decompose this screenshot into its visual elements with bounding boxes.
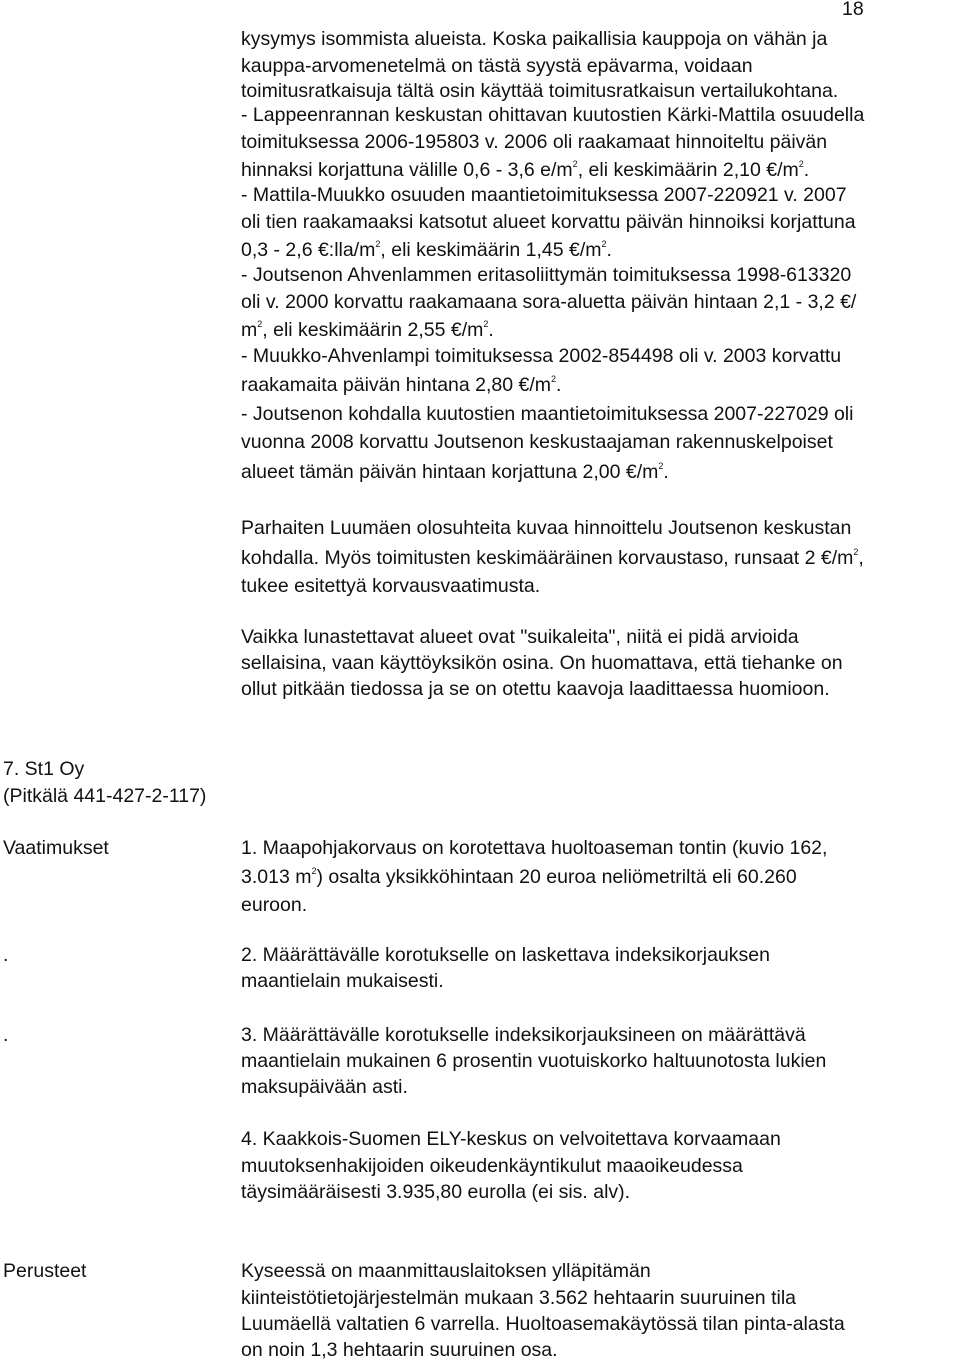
- superscript: 2: [257, 319, 263, 329]
- text-run: , eli keskimäärin 2,55 €/m: [262, 319, 484, 341]
- paragraph-line: [241, 264, 851, 286]
- requirement-line: [241, 1155, 743, 1177]
- superscript: 2: [798, 159, 804, 169]
- text-run: raakamaita päivän hintana 2,80 €/m: [241, 374, 552, 396]
- section-subheading: [3, 785, 206, 807]
- requirement-line: [241, 970, 444, 992]
- text-run: vuonna 2008 korvattu Joutsenon keskustaajaman rakennuskelpoiset: [241, 431, 833, 453]
- text-run: toimituksessa 2006-195803 v. 2006 oli raakamaat hinnoiteltu päivän: [241, 131, 828, 153]
- text-run: oli v. 2000 korvattu raakamaana sora-aluetta päivän hintaan 2,1 - 3,2 €/: [241, 291, 857, 313]
- text-run: 7. St1 Oy: [3, 758, 85, 780]
- text-run: kysymys isommista alueista. Koska paikallisia kauppoja on vähän ja: [241, 28, 828, 50]
- text-run: alueet tämän päivän hintaan korjattuna 2,00 €/m: [241, 461, 659, 483]
- text-run: maantielain mukainen 6 prosentin vuotuiskorko haltuunotosta lukien: [241, 1050, 827, 1072]
- requirement-line: [241, 837, 827, 859]
- text-run: tukee esitettyä korvausvaatimusta.: [241, 575, 541, 597]
- text-run: - Muukko-Ahvenlampi toimituksessa 2002-854498 oli v. 2003 korvattu: [241, 345, 842, 367]
- text-run: .: [606, 239, 612, 261]
- text-run: - Lappeenrannan keskustan ohittavan kuutostien Kärki-Mattila osuudella: [241, 104, 865, 126]
- section-heading: [3, 758, 84, 780]
- list-marker: [3, 944, 8, 966]
- text-run: Vaatimukset: [3, 837, 109, 859]
- paragraph-line: [241, 319, 494, 341]
- grounds-line: [241, 1339, 558, 1361]
- text-run: maksupäivään asti.: [241, 1076, 408, 1098]
- paragraph-line: [241, 184, 847, 206]
- requirement-line: [241, 944, 770, 966]
- paragraph-line: [241, 80, 838, 102]
- text-run: 4. Kaakkois-Suomen ELY-keskus on velvoitettava korvaamaan: [241, 1128, 781, 1150]
- text-run: .: [663, 461, 669, 483]
- requirement-line: [241, 894, 307, 916]
- text-run: (Pitkälä 441-427-2-117): [3, 785, 207, 807]
- text-run: - Joutsenon kohdalla kuutostien maantietoimituksessa 2007-227029 oli: [241, 403, 854, 425]
- text-run: Vaikka lunastettavat alueet ovat "suikaleita", niitä ei pidä arvioida: [241, 626, 799, 648]
- text-run: Parhaiten Luumäen olosuhteita kuvaa hinnoittelu Joutsenon keskustan: [241, 517, 852, 539]
- text-run: euroon.: [241, 894, 308, 916]
- text-run: .: [803, 159, 810, 181]
- text-run: m: [241, 319, 258, 341]
- grounds-line: [241, 1260, 651, 1282]
- text-run: on noin 1,3 hehtaarin suuruinen osa.: [241, 1339, 558, 1361]
- requirement-line: [241, 1050, 826, 1072]
- paragraph-line: [241, 517, 851, 539]
- requirement-line: [241, 1128, 781, 1150]
- superscript: 2: [311, 866, 317, 876]
- text-run: hinnaksi korjattuna välille 0,6 - 3,6 e/m: [241, 159, 573, 181]
- paragraph-line: [241, 345, 841, 367]
- text-run: Perusteet: [3, 1260, 87, 1282]
- text-run: Kyseessä on maanmittauslaitoksen ylläpitämän: [241, 1260, 651, 1282]
- grounds-line: [241, 1313, 845, 1335]
- paragraph-line: [241, 575, 540, 597]
- text-run: , eli keskimäärin 1,45 €/m: [380, 239, 602, 261]
- paragraph-line: [241, 374, 561, 396]
- text-run: kauppa-arvomenetelmä on tästä syystä epävarma, voidaan: [241, 55, 753, 77]
- paragraph-line: [241, 626, 799, 648]
- superscript: 2: [572, 159, 578, 169]
- text-run: - Joutsenon Ahvenlammen eritasoliittymän toimituksessa 1998-613320: [241, 264, 852, 286]
- superscript: 2: [551, 374, 557, 384]
- paragraph-line: [241, 104, 864, 126]
- paragraph-line: [241, 652, 843, 674]
- requirement-line: [241, 866, 797, 888]
- text-run: sellaisina, vaan käyttöyksikön osina. On huomattava, että tiehanke on: [241, 652, 843, 674]
- text-run: toimitusratkaisuja tältä osin käyttää toimitusratkaisun vertailukohtana.: [241, 80, 839, 102]
- text-run: muutoksenhakijoiden oikeudenkäyntikulut maaoikeudessa: [241, 1155, 743, 1177]
- text-run: .: [556, 374, 562, 396]
- text-run: 1. Maapohjakorvaus on korotettava huoltoaseman tontin (kuvio 162,: [241, 837, 828, 859]
- text-run: kohdalla. Myös toimitusten keskimääräinen korvaustaso, runsaat 2 €/m: [241, 547, 854, 569]
- paragraph-line: [241, 55, 753, 77]
- text-run: 2. Määrättävälle korotukselle on laskettava indeksikorjauksen: [241, 944, 770, 966]
- text-run: 0,3 - 2,6 €:lla/m: [241, 239, 376, 261]
- page-number: 18: [842, 0, 864, 20]
- text-run: ollut pitkään tiedossa ja se on otettu kaavoja laadittaessa huomioon.: [241, 678, 830, 700]
- text-run: 3.013 m: [241, 866, 312, 888]
- requirement-line: [241, 1181, 630, 1203]
- text-run: .: [488, 319, 494, 341]
- text-run: .: [3, 1024, 9, 1046]
- superscript: 2: [658, 461, 664, 471]
- text-run: kiinteistötietojärjestelmän mukaan 3.562 hehtaarin suuruinen tila: [241, 1287, 796, 1309]
- label-vaatimukset: [3, 837, 109, 859]
- superscript: 2: [483, 319, 489, 329]
- paragraph-line: [241, 547, 864, 569]
- text-run: täysimääräisesti 3.935,80 eurolla (ei sis. alv).: [241, 1181, 631, 1203]
- grounds-line: [241, 1287, 796, 1309]
- text-run: oli tien raakamaaksi katsotut alueet korvattu päivän hinnoiksi korjattuna: [241, 211, 856, 233]
- text-run: maantielain mukaisesti.: [241, 970, 444, 992]
- text-run: Luumäellä valtatien 6 varrella. Huoltoasemakäytössä tilan pinta-alasta: [241, 1313, 845, 1335]
- paragraph-line: [241, 461, 669, 483]
- requirement-line: [241, 1076, 408, 1098]
- text-run: 3. Määrättävälle korotukselle indeksikorjauksineen on määrättävä: [241, 1024, 806, 1046]
- paragraph-line: [241, 131, 827, 153]
- superscript: 2: [375, 239, 381, 249]
- paragraph-line: [241, 431, 833, 453]
- text-run: - Mattila-Muukko osuuden maantietoimituksessa 2007-220921 v. 2007: [241, 184, 847, 206]
- superscript: 2: [853, 547, 859, 557]
- text-run: ,: [858, 547, 864, 569]
- label-perusteet: [3, 1260, 86, 1282]
- paragraph-line: [241, 291, 856, 313]
- paragraph-line: [241, 239, 612, 261]
- paragraph-line: [241, 678, 830, 700]
- paragraph-line: [241, 159, 809, 181]
- requirement-line: [241, 1024, 806, 1046]
- text-run: .: [3, 944, 9, 966]
- list-marker: [3, 1024, 8, 1046]
- text-run: , eli keskimäärin 2,10 €/m: [577, 159, 799, 181]
- paragraph-line: [241, 28, 827, 50]
- superscript: 2: [601, 239, 607, 249]
- paragraph-line: [241, 403, 853, 425]
- text-run: ) osalta yksikköhintaan 20 euroa neliömetriltä eli 60.260: [316, 866, 797, 888]
- paragraph-line: [241, 211, 856, 233]
